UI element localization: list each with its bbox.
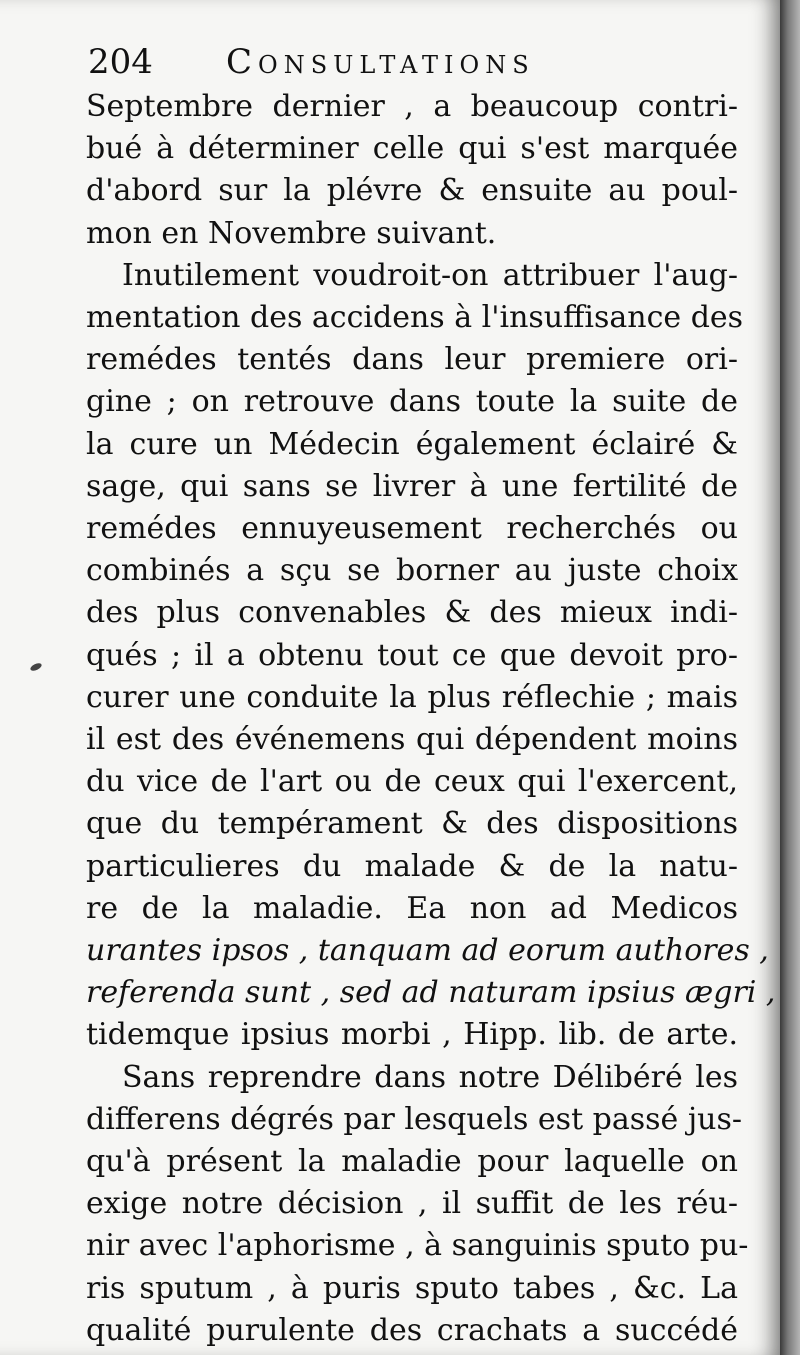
text-line: bué à déterminer celle qui s'est marquée: [86, 131, 738, 167]
text-line: particulieres du malade & de la natu-: [86, 848, 738, 884]
text-line: combinés a sçu se borner au juste choix: [86, 553, 738, 589]
text-line: Sans reprendre dans notre Délibéré les: [122, 1059, 738, 1095]
text-line: Inutilement voudroit-on attribuer l'aug-: [122, 257, 738, 293]
text-line: mon en Novembre suivant.: [86, 215, 497, 251]
text-line: exige notre décision , il suffit de les réu-: [86, 1186, 738, 1222]
text-line: tidemque ipsius morbi , Hipp. lib. de arte.: [86, 1017, 738, 1053]
text-line: mentation des accidens à l'insuffisance des: [86, 300, 744, 336]
text-line: il est des événemens qui dépendent moins: [86, 722, 738, 758]
text-line: Septembre dernier , a beaucoup contri-: [86, 89, 738, 124]
text-line: qualité purulente des crachats a succédé: [86, 1312, 738, 1348]
running-title: Consultations: [226, 42, 535, 82]
text-line: d'abord sur la plévre & ensuite au poul-: [86, 173, 738, 209]
text-line: remédes ennuyeusement recherchés ou: [86, 511, 738, 547]
text-line: differens dégrés par lesquels est passé jus-: [86, 1101, 742, 1137]
page-edge-shadow: [780, 0, 800, 1355]
text-line: la cure un Médecin également éclairé &: [86, 426, 738, 462]
text-line: qu'à présent la maladie pour laquelle on: [86, 1144, 738, 1180]
text-line: re de la maladie. Ea non ad Medicos: [86, 890, 738, 926]
text-line: remédes tentés dans leur premiere ori-: [86, 342, 738, 378]
latin-quote-line: referenda sunt , sed ad naturam ipsius ægri ,: [86, 975, 776, 1011]
body-text: [86, 86, 776, 1352]
text-line: gine ; on retrouve dans toute la suite de: [86, 384, 738, 420]
text-line: qués ; il a obtenu tout ce que devoit pro-: [86, 637, 738, 673]
text-line: du vice de l'art ou de ceux qui l'exercent,: [86, 764, 738, 800]
text-line: curer une conduite la plus réflechie ; mais: [86, 679, 738, 715]
text-line: que du tempérament & des dispositions: [86, 806, 738, 842]
page-header: [88, 42, 728, 92]
text-line: des plus convenables & des mieux indi-: [86, 595, 738, 631]
ink-smudge: [29, 662, 42, 673]
text-line: nir avec l'aphorisme , à sanguinis sputo pu-: [86, 1228, 749, 1264]
text-line: ris sputum , à puris sputo tabes , &c. La: [86, 1270, 738, 1306]
latin-quote-line: urantes ipsos , tanquam ad eorum authores ,: [86, 933, 769, 969]
page-number: 204: [88, 42, 153, 82]
text-line: sage, qui sans se livrer à une fertilité de: [86, 468, 738, 504]
